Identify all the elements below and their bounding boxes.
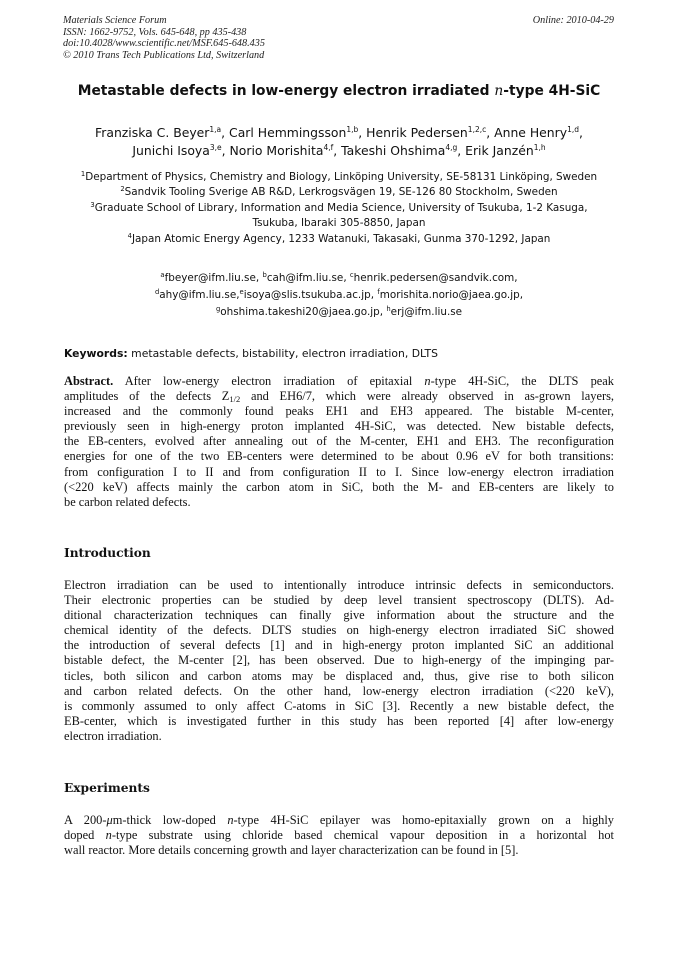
email-address: morishita.norio@jaea.go.jp [379,288,520,301]
journal-doi: doi:10.4028/www.scientific.net/MSF.645-648.435 [63,38,265,50]
online-date: Online: 2010-04-29 [532,15,614,26]
email-line: $^d$ahy@ifm.liu.se,$^e$isoya@slis.tsukuba.ac.jp, $^f$morishita.norio@jaea.go.jp, [154,287,524,301]
author-name: Franziska C. Beyer [95,125,210,140]
email-address: cah@ifm.liu.se [266,272,344,284]
author-name: Erik Janzén [465,143,534,158]
affiliation-item: $^3$Graduate School of Library, Information and Media Science, University of Tsukuba, 1-2 Kasuga, [90,200,588,214]
author-line: Franziska C. Beyer$^{1,a}$, Carl Hemmingsson$^{1,b}$, Henrik Pedersen$^{1,2,c}$, Anne Henry$^{1,d}$, [95,125,583,140]
journal-copyright: © 2010 Trans Tech Publications Ltd, Switzerland [63,49,265,61]
journal-issn: ISSN: 1662-9752, Vols. 645-648, pp 435-438 [63,26,247,38]
section-heading-experiments: Experiments [64,781,150,795]
section-heading-introduction: Introduction [64,546,151,560]
author-name: Henrik Pedersen [366,125,468,140]
experiments-paragraph: A 200-μm-thick low-doped n-type 4H-SiC epilayer was homo-epitaxially grown on a highly doped n-type substrate using chloride based chemical vapour deposition in a horizontal hot wall reactor. More details concerning growth and layer characterization can be found in [5]. [64,813,614,858]
paper-title: Metastable defects in low-energy electron irradiated n-type 4H-SiC [77,83,601,99]
affiliation-item: $^4$Japan Atomic Energy Agency, 1233 Watanuki, Takasaki, Gunma 370-1292, Japan [127,231,551,245]
email-address: ahy@ifm.liu.se [159,288,237,301]
email-list [0,270,678,320]
email-address: isoya@slis.tsukuba.ac.jp [243,288,371,301]
email-line: $^g$ohshima.takeshi20@jaea.go.jp, $^h$erj@ifm.liu.se [215,304,463,318]
abstract-label: Abstract. [64,374,114,388]
author-name: Anne Henry [494,125,568,140]
email-address: fbeyer@ifm.liu.se [164,272,256,284]
author-name: Junichi Isoya [132,143,210,158]
author-name: Norio Morishita [229,143,324,158]
keywords-text: metastable defects, bistability, electron irradiation, DLTS [131,347,438,360]
author-name: Carl Hemmingsson [229,125,347,140]
author-list [0,124,678,160]
keywords-label: Keywords: [64,347,128,360]
journal-header [63,15,265,61]
keywords [64,347,616,360]
abstract-paragraph: Abstract. After low-energy electron irradiation of epitaxial n-type 4H-SiC, the DLTS peak amplitudes of the defects $Z_{1/2}$ and EH6/7, which were already observed in as-grown layers, increased and the commonly found peaks EH1 and EH3 appeared. The bistable M-center, previously seen in high-energy proton implanted 4H-SiC, was detected. New bistable defects, the EB-centers, evolved after annealing out of the M-center, EH1 and EH3. The reconfiguration energies for one of the two EB-centers were determined to be about 0.96 eV for both transitions: from configuration I to II and from configuration II to I. Since low-energy electron irradiation (<220 keV) affects mainly the carbon atom in SiC, both the M- and EB-centers are likely to be carbon related defects. [64,374,614,509]
affiliation-item: Tsukuba, Ibaraki 305-8850, Japan [252,217,426,230]
journal-name: Materials Science Forum [63,15,167,26]
affiliation-item: $^1$Department of Physics, Chemistry and Biology, Linköping University, SE-58131 Linköping, Sweden [80,170,598,183]
email-address: ohshima.takeshi20@jaea.go.jp [220,305,380,318]
affiliation-list [0,170,678,247]
email-address: henrik.pedersen@sandvik.com [353,272,515,284]
affiliation-item: $^2$Sandvik Tooling Sverige AB R&D, Lerkrogsvägen 19, SE-126 80 Stockholm, Sweden [120,185,558,199]
author-line: Junichi Isoya$^{3,e}$, Norio Morishita$^{4,f}$, Takeshi Ohshima$^{4,g}$, Erik Janzén$^{1,h}$ [132,143,546,158]
introduction-paragraph: Electron irradiation can be used to intentionally introduce intrinsic defects in semiconductors. Their electronic properties can be studied by deep level transient spectroscopy (DLTS). Ad- ditional characterization techniques can finally give information about the structure and the chemical identity of the defects. DLTS studies on high-energy electron irradiated SiC showed the introduction of several defects [1] and in high-energy proton implanted SiC an additional bistable defect, the M-center [2], has been observed. Due to high-energy of the impinging par- ticles, both silicon and carbon atoms may be displaced and, thus, give rise to both silicon and carbon related defects. On the other hand, low-energy electron irradiation (<220 keV), is commonly assumed to only affect C-atoms in SiC [3]. Recently a new bistable defect, the EB-center, which is investigated further in this study has been reported [4] after low-energy electron irradiation. [64,578,614,743]
email-line: $^a$fbeyer@ifm.liu.se, $^b$cah@ifm.liu.se, $^c$henrik.pedersen@sandvik.com, [160,271,518,284]
email-address: erj@ifm.liu.se [390,305,463,318]
author-name: Takeshi Ohshima [341,143,446,158]
